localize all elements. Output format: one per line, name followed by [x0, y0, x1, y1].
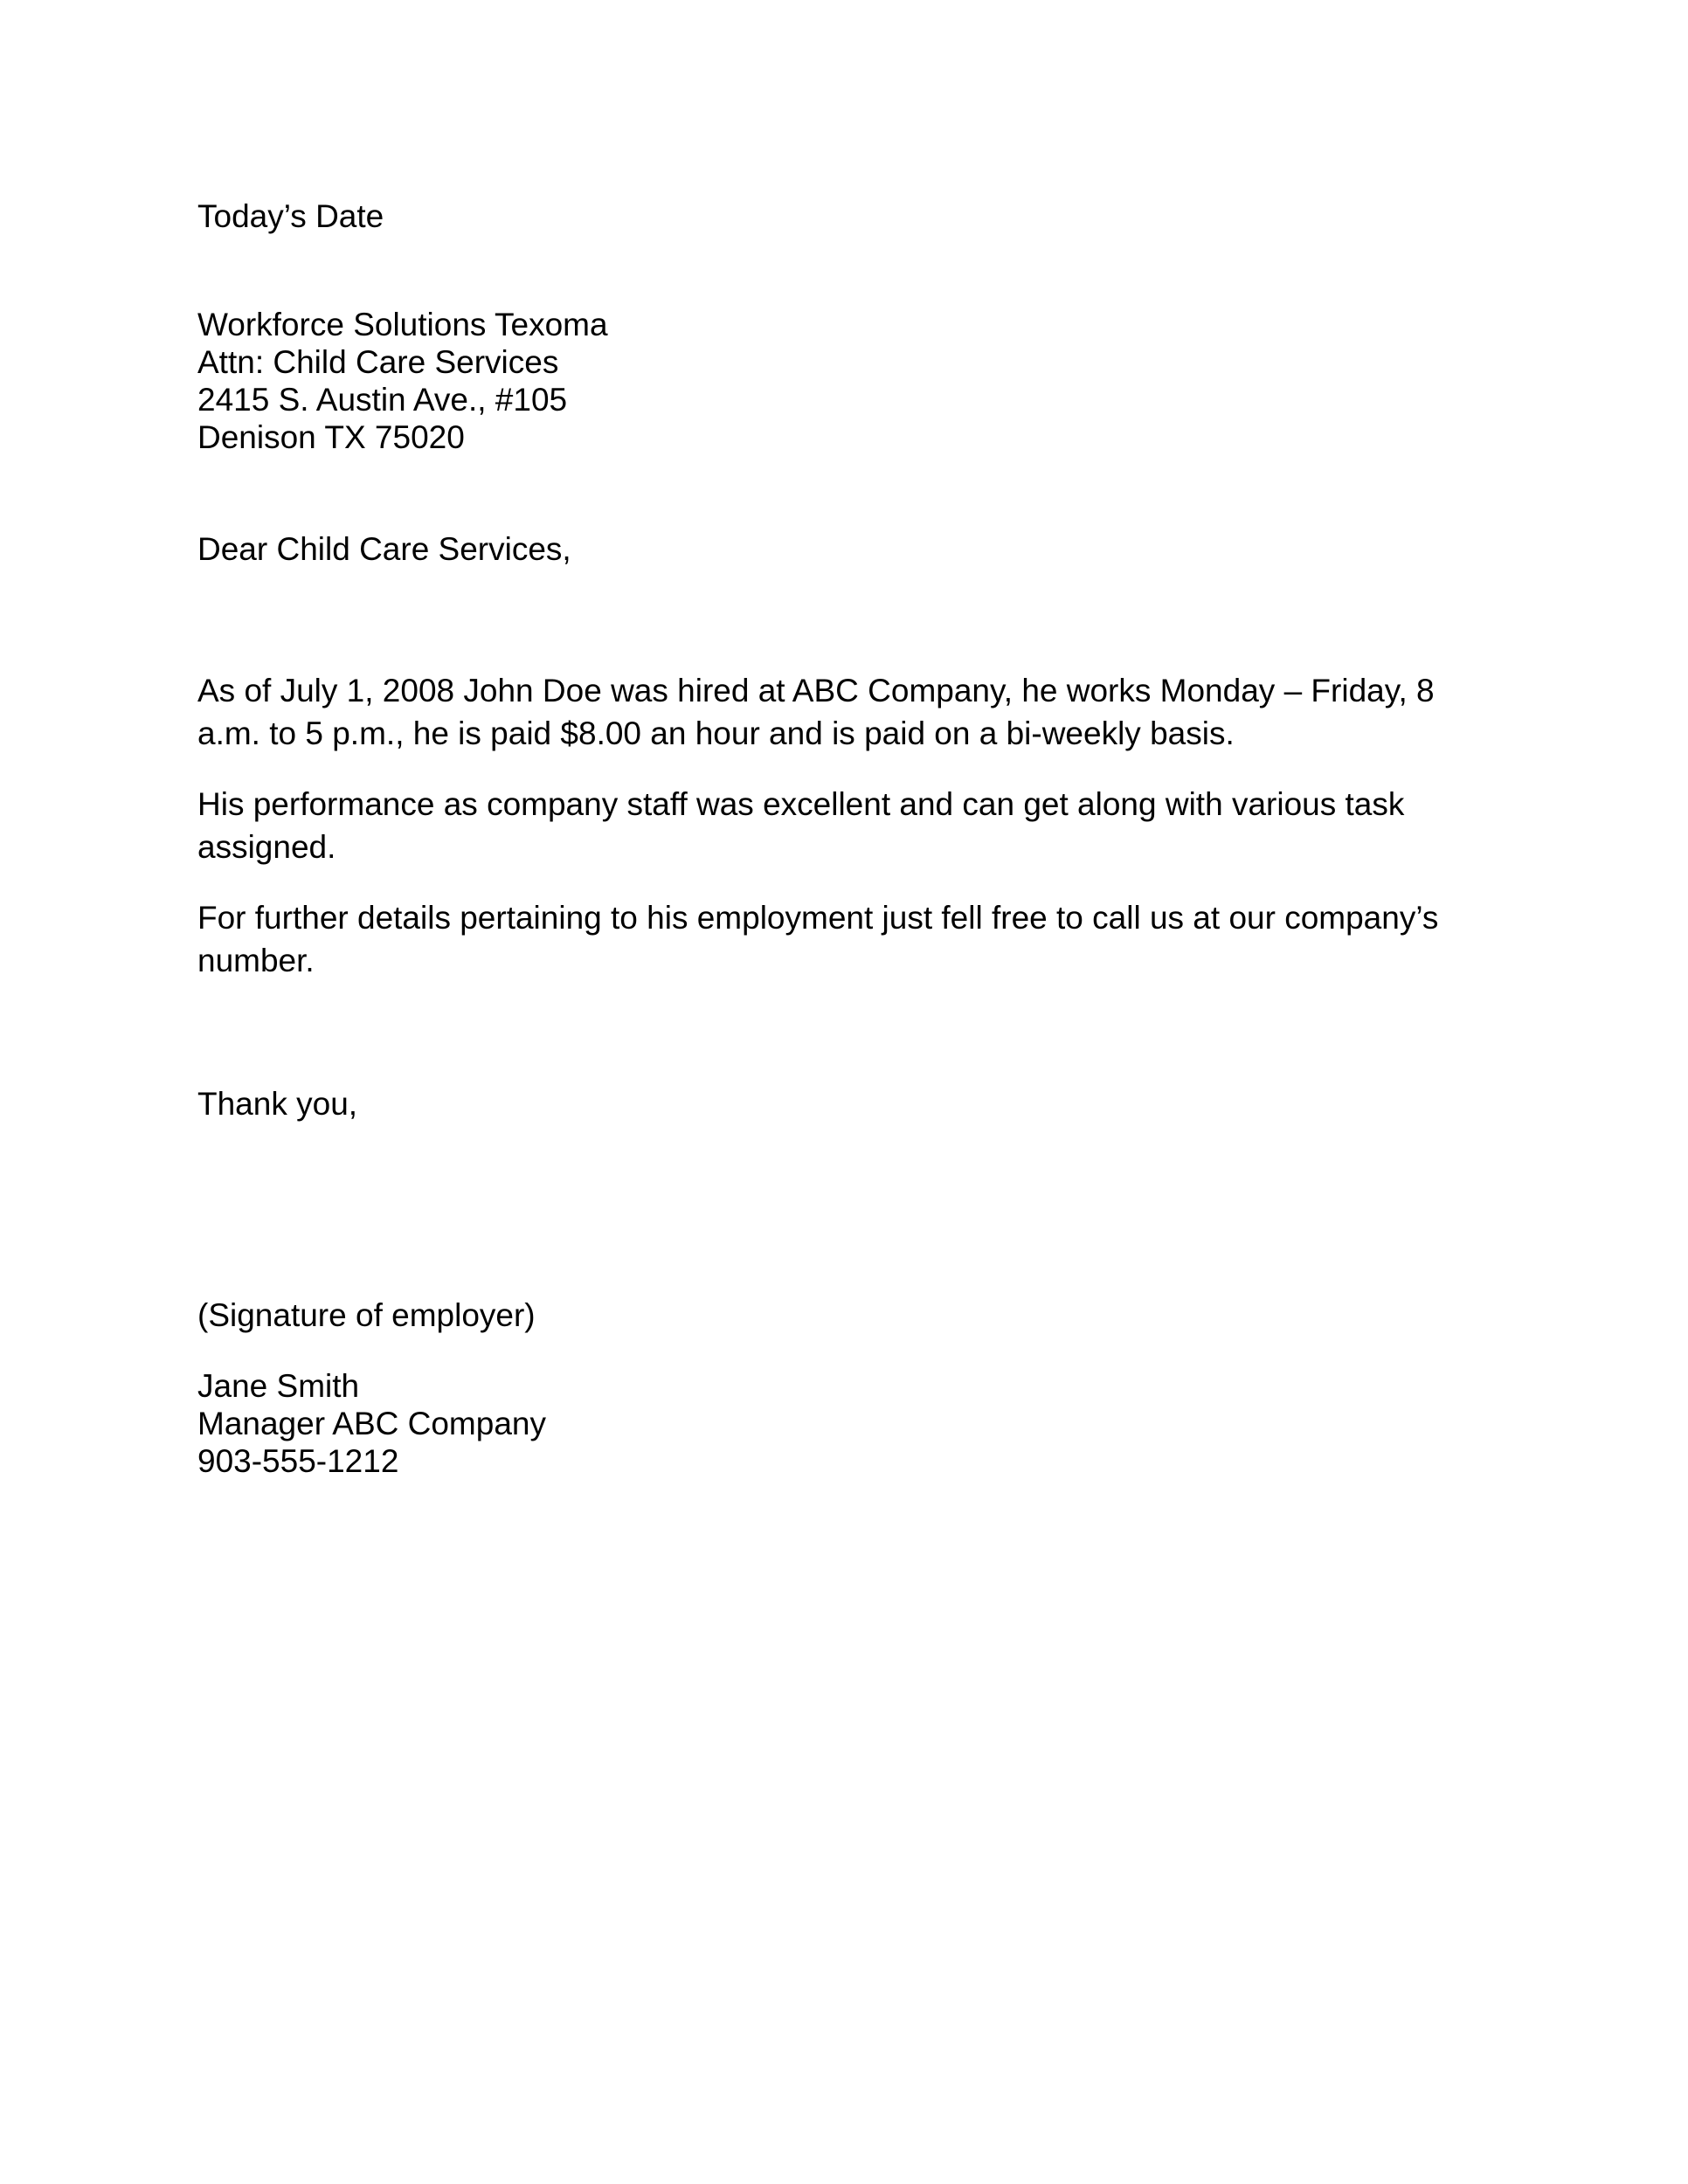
signature-placeholder: (Signature of employer) [197, 1297, 536, 1333]
letter-date: Today’s Date [197, 198, 384, 234]
sender-phone: 903-555-1212 [197, 1443, 399, 1479]
salutation: Dear Child Care Services, [197, 531, 571, 567]
recipient-line-2: Attn: Child Care Services [197, 344, 559, 380]
recipient-line-1: Workforce Solutions Texoma [197, 307, 608, 342]
body-paragraph-2: His performance as company staff was excellent and can get along with various task assigned. [197, 786, 1405, 865]
recipient-line-4: Denison TX 75020 [197, 419, 465, 455]
closing: Thank you, [197, 1086, 358, 1122]
sender-name: Jane Smith [197, 1368, 360, 1404]
body-paragraph-3: For further details pertaining to his employment just fell free to call us at our company’s number. [197, 900, 1439, 978]
sender-title: Manager ABC Company [197, 1406, 546, 1441]
body-paragraph-1: As of July 1, 2008 John Doe was hired at ABC Company, he works Monday – Friday, 8 a.m. to 5 p.m., he is paid $8.00 an hour and is paid on a bi-weekly basis. [197, 673, 1435, 751]
recipient-line-3: 2415 S. Austin Ave., #105 [197, 382, 568, 418]
